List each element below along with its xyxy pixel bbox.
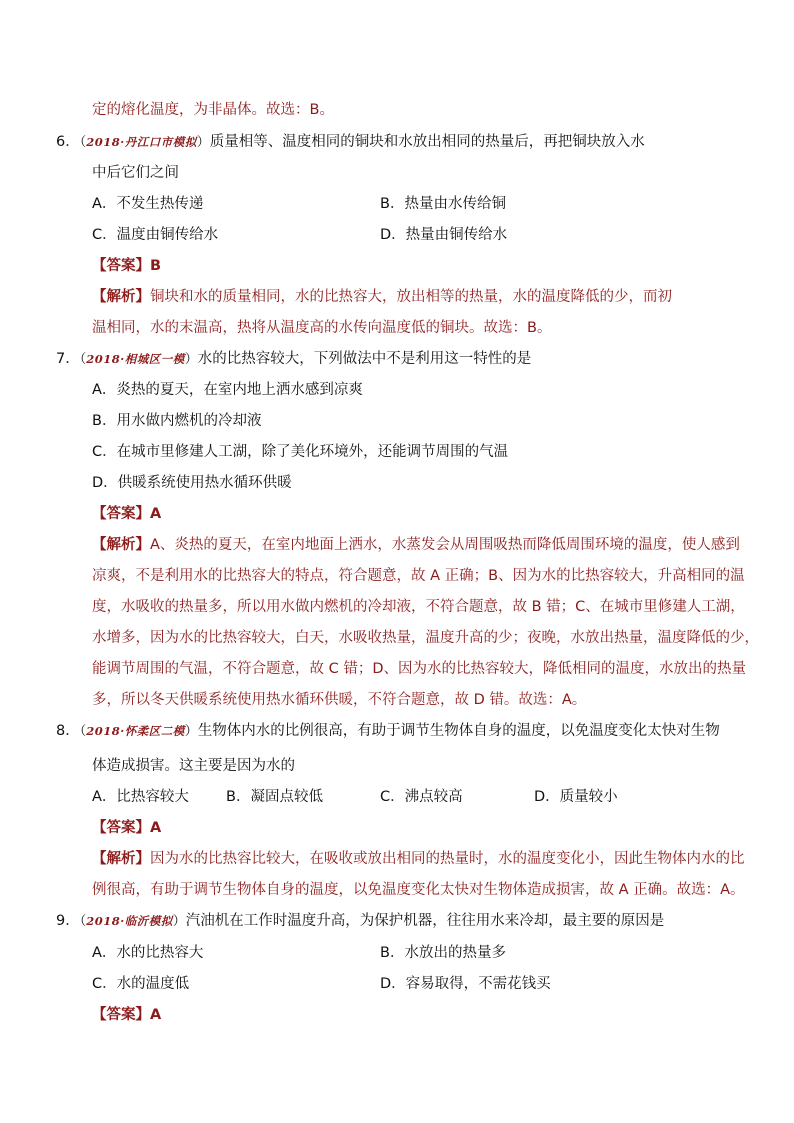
option-d: D．质量较小 xyxy=(534,789,618,805)
option-b: B．用水做内燃机的冷却液 xyxy=(92,413,262,429)
explanation-label: 【解析】 xyxy=(92,289,150,305)
question-source-tag: 2018·临沂模拟 xyxy=(86,914,173,928)
option-c: C．沸点较高 xyxy=(380,789,463,805)
explanation-line-1 xyxy=(92,287,672,307)
explanation-line-2: 温相同，水的末温高，热将从温度高的水传向温度低的铜块。故选：B。 xyxy=(92,320,552,336)
source-open-paren: （ xyxy=(79,135,87,150)
explanation-text: 铜块和水的质量相同，水的比热容大，放出相等的热量，水的温度降低的少，而初 xyxy=(150,289,672,305)
answer-value: A xyxy=(150,820,162,836)
option-a: A．水的比热容大 xyxy=(92,945,204,961)
source-open-paren: （ xyxy=(79,352,87,367)
answer-label: 【答案】 xyxy=(92,258,150,274)
explanation-label: 【解析】 xyxy=(92,537,150,553)
explanation-line-6: 多，所以冬天供暖系统使用热水循环供暖，不符合题意，故 D 错。故选：A。 xyxy=(92,692,587,708)
source-close-paren: ） xyxy=(172,914,186,929)
explanation-text: 因为水的比热容比较大，在吸收或放出相同的热量时，水的温度变化小，因此生物体内水的比 xyxy=(150,851,745,867)
answer-value: A xyxy=(150,1007,162,1023)
question-8-stem-line-1 xyxy=(56,721,720,742)
option-d: D．供暖系统使用热水循环供暖 xyxy=(92,475,292,491)
question-stem: 质量相等、温度相同的铜块和水放出相同的热量后，再把铜块放入水 xyxy=(209,134,645,150)
option-a: A．炎热的夏天，在室内地上洒水感到凉爽 xyxy=(92,382,363,398)
explanation-line-2: 例很高，有助于调节生物体自身的温度，以免温度变化太快对生物体造成损害，故 A 正确。故选：A。 xyxy=(92,882,745,898)
question-source-tag: 2018·丹江口市模拟 xyxy=(86,135,197,149)
continuation-text: 定的熔化温度，为非晶体。故选：B。 xyxy=(92,102,334,118)
explanation-label: 【解析】 xyxy=(92,851,150,867)
question-source-tag: 2018·相城区一模 xyxy=(86,352,185,366)
answer-label: 【答案】 xyxy=(92,820,150,836)
option-c: C．温度由铜传给水 xyxy=(92,227,219,243)
option-b: B．凝固点较低 xyxy=(226,789,323,805)
source-open-paren: （ xyxy=(79,724,87,739)
question-number: 8． xyxy=(56,723,80,739)
answer-line xyxy=(92,818,161,838)
question-number: 9． xyxy=(56,913,80,929)
explanation-line-2: 凉爽，不是利用水的比热容大的特点，符合题意，故 A 正确；B、因为水的比热容较大，升高相同的温 xyxy=(92,568,745,584)
answer-value: B xyxy=(150,258,162,274)
explanation-line-3: 度，水吸收的热量多，所以用水做内燃机的冷却液，不符合题意，故 B 错；C、在城市里修建人工湖， xyxy=(92,599,745,615)
question-6-stem-line-2: 中后它们之间 xyxy=(92,165,179,181)
question-stem: 汽油机在工作时温度升高，为保护机器，往往用水来冷却，最主要的原因是 xyxy=(185,913,665,929)
question-8-stem-line-2: 体造成损害。这主要是因为水的 xyxy=(92,758,295,774)
answer-value: A xyxy=(150,506,162,522)
question-number: 7． xyxy=(56,351,80,367)
option-c: C．水的温度低 xyxy=(92,976,190,992)
source-close-paren: ） xyxy=(184,352,198,367)
answer-label: 【答案】 xyxy=(92,506,150,522)
answer-line xyxy=(92,1005,161,1025)
option-c: C．在城市里修建人工湖，除了美化环境外，还能调节周围的气温 xyxy=(92,444,509,460)
option-a: A．不发生热传递 xyxy=(92,196,204,212)
source-close-paren: ） xyxy=(184,724,198,739)
question-6-stem-line-1 xyxy=(56,132,645,153)
answer-label: 【答案】 xyxy=(92,1007,150,1023)
option-b: B．热量由水传给铜 xyxy=(380,196,506,212)
question-number: 6． xyxy=(56,134,80,150)
question-7-stem xyxy=(56,349,531,370)
explanation-line-1 xyxy=(92,535,740,555)
source-open-paren: （ xyxy=(79,914,87,929)
source-close-paren: ） xyxy=(196,135,210,150)
option-d: D．容易取得，不需花钱买 xyxy=(380,976,551,992)
answer-line xyxy=(92,256,161,276)
explanation-line-4: 水增多，因为水的比热容较大，白天，水吸收热量，温度升高的少；夜晚，水放出热量，温度降低的少， xyxy=(92,630,759,646)
explanation-line-5: 能调节周围的气温，不符合题意，故 C 错；D、因为水的比热容较大，降低相同的温度，水放出的热量 xyxy=(92,661,747,677)
option-d: D．热量由铜传给水 xyxy=(380,227,508,243)
question-stem: 水的比热容较大，下列做法中不是利用这一特性的是 xyxy=(197,351,532,367)
option-a: A．比热容较大 xyxy=(92,789,189,805)
option-b: B．水放出的热量多 xyxy=(380,945,506,961)
question-stem: 生物体内水的比例很高，有助于调节生物体自身的温度，以免温度变化太快对生物 xyxy=(197,723,720,739)
answer-line xyxy=(92,504,161,524)
explanation-line-1 xyxy=(92,849,745,869)
question-9-stem xyxy=(56,911,664,932)
explanation-text: A、炎热的夏天，在室内地面上洒水，水蒸发会从周围吸热而降低周围环境的温度，使人感到 xyxy=(150,537,740,553)
question-source-tag: 2018·怀柔区二模 xyxy=(86,724,185,738)
